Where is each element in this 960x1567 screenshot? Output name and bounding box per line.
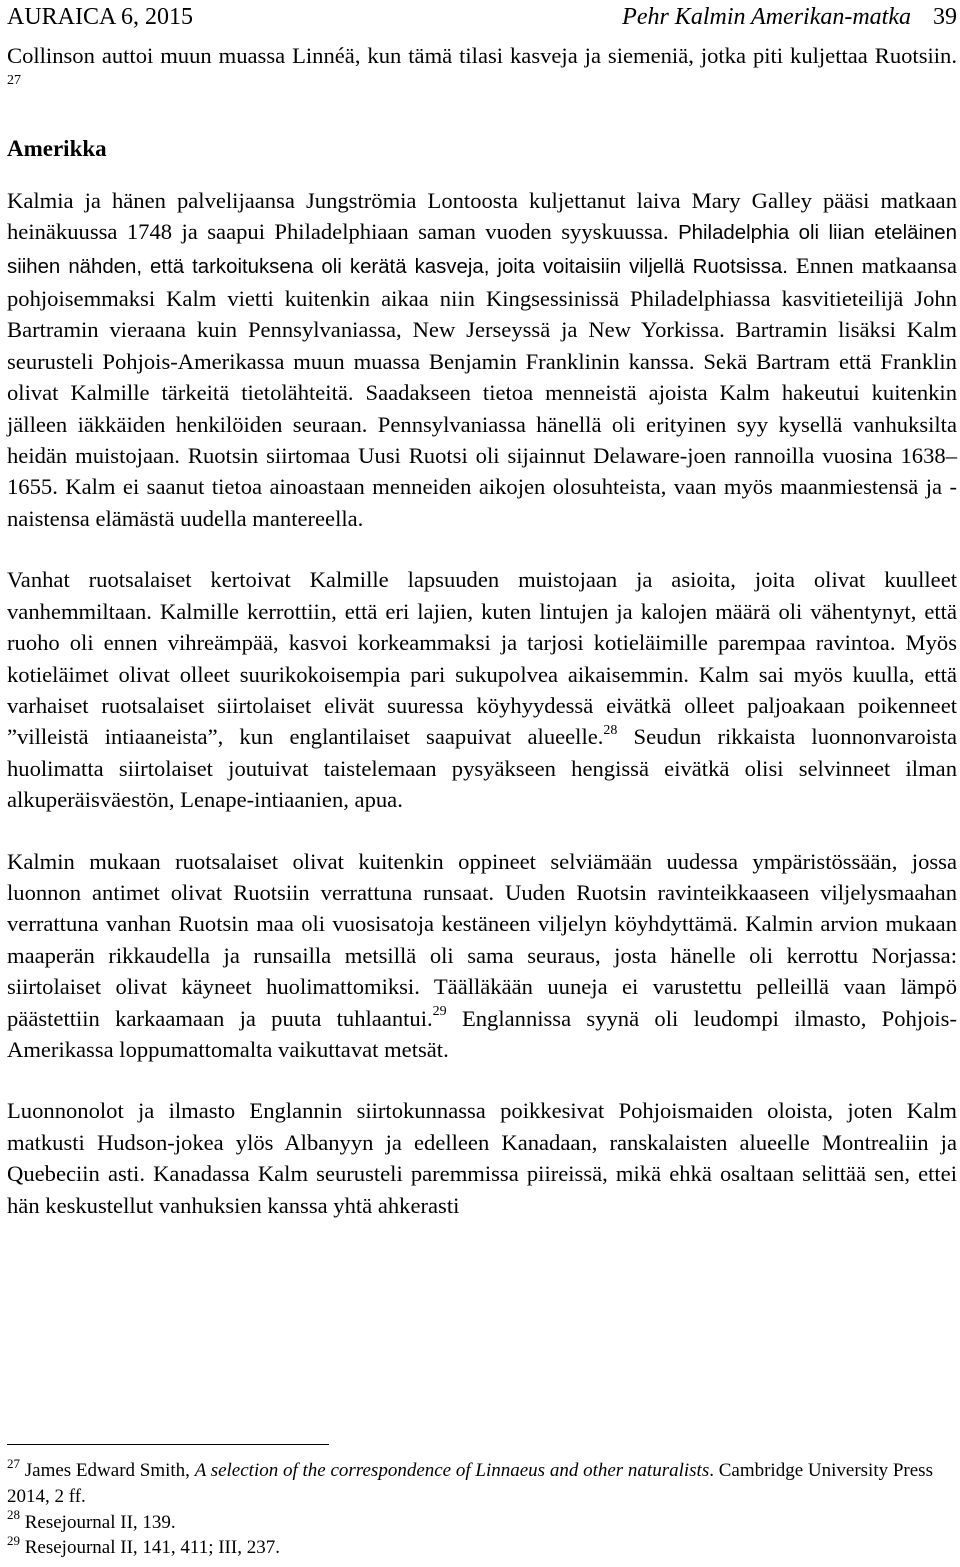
footnote-number: 29: [7, 1533, 20, 1549]
footnote-ref-28: 28: [603, 722, 618, 738]
p2-text-cont: Seudun rikkaista luonnonvaroista huolimatta siirtolaiset joutuivat taistelemaan pysyäkseen hengissä eivätkä olisi selvinneet ilman alkuperäisväestön, Lenape-intiaanien, apua.: [7, 724, 957, 813]
paragraph-4: [7, 1095, 957, 1221]
intro-text: Collinson auttoi muun muassa Linnéä, kun tämä tilasi kasveja ja siemeniä, jotka piti kuljettaa Ruotsiin.: [7, 43, 957, 68]
footnote-number: 28: [7, 1507, 20, 1523]
footnote-ref-27: 27: [7, 72, 21, 88]
footnote-29: [7, 1535, 957, 1561]
p1-sentence: Pennsylvaniassa hänellä oli erityinen syy kysellä vanhuksilta heidän muistojaan.: [7, 411, 957, 469]
p1-sentence: Saadakseen tietoa menneistä ajoista Kalm hakeutui kuitenkin jälleen iäkkäiden henkilöiden seuraan.: [7, 380, 957, 437]
p1-sentence-sans: Philadelphia oli liian eteläinen siihen nähden, että tarkoituksena oli kerätä kasveja, joita voitaisiin viljellä Ruotsissa.: [7, 222, 957, 278]
paragraph-2: [7, 564, 957, 815]
footnote-book-title: A selection of the correspondence of Linnaeus and other naturalists: [194, 1460, 710, 1481]
footnote-publisher: . Cambridge University Press 2014, 2 ff.: [7, 1460, 933, 1507]
section-heading: Amerikka: [7, 135, 107, 161]
page-number: 39: [933, 4, 957, 30]
p1-sentence: Kalm ei saanut tietoa ainoastaan menneiden aikojen olosuhteista, vaan myös maanmiestensä ja -naistensa elämästä uudella mantereella.: [7, 474, 957, 531]
footnote-28: [7, 1507, 957, 1536]
intro-paragraph: [7, 40, 957, 103]
journal-info: AURAICA 6, 2015: [7, 4, 194, 30]
running-title: Pehr Kalmin Amerikan-matka: [622, 4, 911, 30]
p4-text: Luonnonolot ja ilmasto Englannin siirtokunnassa poikkesivat Pohjoismaiden oloista, joten Kalm matkusti Hudson-jokea ylös Albanyyn ja edelleen Kanadaan, ranskalaisten alueelle Montrealiin ja Quebeciin asti. Kanadassa Kalm seurusteli paremmissa piireissä, mikä ehkä osaltaan selittää sen, ettei hän keskustellut vanhuksien kanssa yhtä ahkerasti: [7, 1098, 957, 1218]
p3-text: Kalmin mukaan ruotsalaiset olivat kuitenkin oppineet selviämään uudessa ympäristössään, jossa luonnon antimet olivat Ruotsiin verrattuna runsaat. Uuden Ruotsin ravinteikkaaseen viljelysmaahan verrattuna vanhan Ruotsin maa oli vuosisatoja kestäneen viljelyn köyhdyttämä. Kalmin arvion mukaan maaperän rikkaudella ja runsailla metsillä oli sama seuraus, josta hänelle oli kerrottu Norjassa: siirtolaiset olivat käyneet huolimattomiksi. Täälläkään uuneja ei varustettu pelleillä vaan lämpö päästettiin karkaamaan ja puuta tuhlaantui.: [7, 848, 957, 1031]
p3-text-cont: Englannissa syynä oli leudompi ilmasto, Pohjois-Amerikassa loppumattomalta vaikuttavat metsät.: [7, 1005, 957, 1062]
running-header: [7, 0, 957, 40]
p2-text: Vanhat ruotsalaiset kertoivat Kalmille lapsuuden muistojaan ja asioita, joita olivat kuulleet vanhemmiltaan. Kalmille kerrottiin, että eri lajien, kuten lintujen ja kalojen määrä oli vähentynyt, että ruoho oli ennen vihreämpää, kasvoi korkeammaksi ja tarjosi kotieläimille parempaa ravintoa. Myös kotieläimet olivat olleet suurikokoisempia pari sukupolvea aikaisemmin. Kalm sai myös kuulla, että varhaiset ruotsalaiset siirtolaiset elivät suuressa köyhyydessä eivätkä olleet paljoakaan poikenneet ”villeistä intiaaneista”, kun englantilaiset saapuivat alueelle.: [7, 567, 957, 750]
footnotes: [7, 1455, 957, 1561]
footnote-separator: [7, 1444, 329, 1445]
footnote-27: [7, 1455, 957, 1510]
footnote-text: Resejournal II, 139.: [24, 1511, 176, 1533]
p1-sentence: Sekä Bartram että Franklin olivat Kalmille tärkeitä tietolähteitä.: [7, 348, 957, 406]
document-page: [7, 0, 957, 1559]
footnote-number: 27: [7, 1455, 20, 1471]
footnote-ref-29: 29: [432, 1004, 447, 1020]
footnote-text: Resejournal II, 141, 411; III, 237.: [24, 1537, 280, 1559]
header-right: [622, 4, 957, 31]
p1-sentence: Kalmia ja hänen palvelijaansa Jungströmia Lontoosta kuljettanut laiva Mary Galley pääsi matkaan heinäkuussa 1748 ja saapui Philadelphiaan saman vuoden syyskuussa.: [7, 187, 957, 245]
paragraph-1: [7, 185, 957, 534]
paragraph-3: [7, 846, 957, 1066]
p1-sentence: Ruotsin siirtomaa Uusi Ruotsi oli sijainnut Delaware-joen rannoilla vuosina 1638–1655.: [7, 443, 957, 500]
p1-sentence: Ennen matkaansa pohjoisemmaksi Kalm vietti kuitenkin aikaa niin Kingsessinissä Philadelphiassa kasvitieteilijä John Bartramin vieraana kuin Pennsylvaniassa, New Jerseyssä ja New Yorkissa.: [7, 252, 957, 343]
p1-sentence: Bartramin lisäksi Kalm seurusteli Pohjois-Amerikassa muun muassa Benjamin Franklinin kanssa.: [7, 317, 957, 374]
footnote-author: James Edward Smith,: [24, 1460, 195, 1481]
